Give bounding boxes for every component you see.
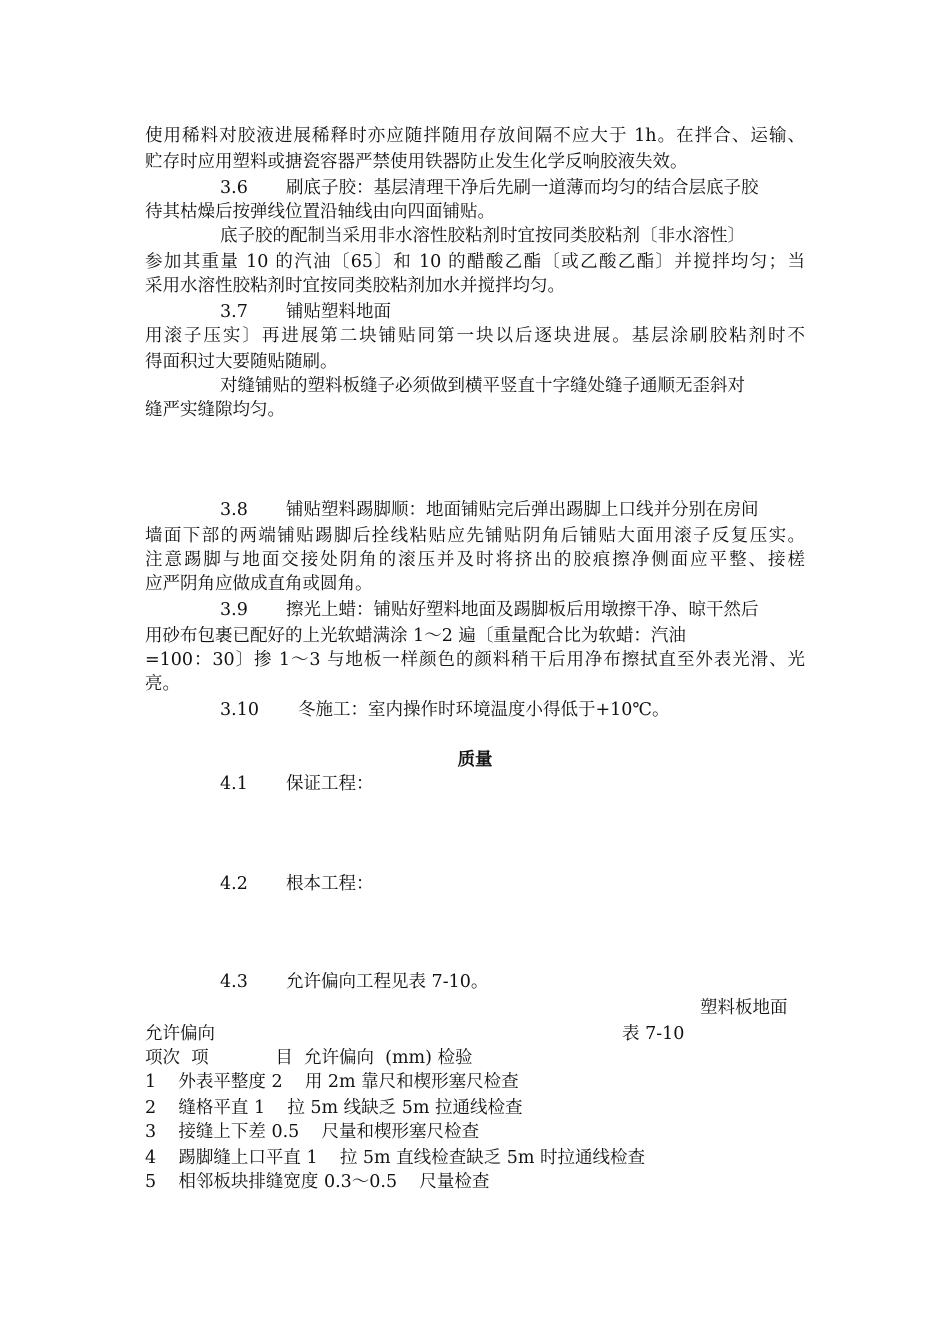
paragraph-line: 得面积过大要随贴随刷。 bbox=[145, 352, 338, 372]
section-4-1-heading bbox=[220, 772, 374, 796]
section-number: 3.9 bbox=[220, 600, 248, 620]
paragraph-line: 底子胶的配制当采用非水溶性胶粘剂时宜按同类胶粘剂〔非水溶性〕 bbox=[220, 226, 745, 246]
section-3-8-heading bbox=[220, 498, 759, 522]
section-title: 铺贴塑料地面 bbox=[286, 302, 391, 322]
paragraph-line: 采用水溶性胶粘剂时宜按同类胶粘剂加水并搅拌均匀。 bbox=[145, 276, 565, 296]
section-number: 4.2 bbox=[220, 874, 248, 894]
paragraph-line: 亮。 bbox=[145, 674, 180, 694]
section-3-7-heading bbox=[220, 300, 391, 324]
table-row: 1 外表平整度 2 用 2m 靠尺和楔形塞尺检查 bbox=[145, 1072, 519, 1092]
paragraph-line: 注意踢脚与地面交接处阴角的滚压并及时将挤出的胶痕擦净侧面应平整、接槎 bbox=[145, 550, 805, 570]
paragraph-line: 应严阴角应做成直角或圆角。 bbox=[145, 574, 373, 594]
paragraph-line: 墙面下部的两端铺贴踢脚后拴线粘贴应先铺贴阴角后铺贴大面用滚子反复压实。 bbox=[145, 526, 805, 546]
table-caption: 允许偏向 bbox=[145, 1024, 215, 1044]
section-text: 冬施工：室内操作时环境温度小得低于+10℃。 bbox=[298, 700, 670, 720]
table-header: 项次 项 目 允许偏向 (mm) 检验 bbox=[145, 1048, 473, 1068]
section-number: 4.3 bbox=[220, 972, 248, 992]
table-caption: 塑料板地面 bbox=[700, 998, 788, 1018]
section-text: 刷底子胶：基层清理干净后先刷一道薄而均匀的结合层底子胶 bbox=[286, 178, 759, 198]
table-row: 3 接缝上下差 0.5 尺量和楔形塞尺检查 bbox=[145, 1122, 480, 1142]
section-4-3-heading bbox=[220, 970, 488, 994]
section-text: 保证工程： bbox=[286, 774, 374, 794]
paragraph-line: =100：30〕掺 1～3 与地板一样颜色的颜料稍干后用净布擦拭直至外表光滑、光 bbox=[145, 650, 805, 670]
section-number: 3.10 bbox=[220, 700, 259, 720]
table-row: 5 相邻板块排缝宽度 0.3～0.5 尺量检查 bbox=[145, 1172, 490, 1192]
section-text: 根本工程： bbox=[286, 874, 374, 894]
table-row: 2 缝格平直 1 拉 5m 线缺乏 5m 拉通线检查 bbox=[145, 1098, 523, 1118]
section-number: 3.8 bbox=[220, 500, 248, 520]
paragraph-line: 使用稀料对胶液进展稀释时亦应随拌随用存放间隔不应大于 1h。在拌合、运输、 bbox=[145, 126, 805, 146]
section-number: 3.7 bbox=[220, 302, 248, 322]
section-3-6-heading bbox=[220, 176, 759, 200]
section-4-2-heading bbox=[220, 872, 374, 896]
paragraph-line: 参加其重量 10 的汽油〔65〕和 10 的醋酸乙酯〔或乙酸乙酯〕并搅拌均匀；当 bbox=[145, 252, 805, 272]
table-number: 表 7-10 bbox=[622, 1024, 685, 1044]
section-text: 擦光上蜡：铺贴好塑料地面及踢脚板后用墩擦干净、晾干然后 bbox=[286, 600, 759, 620]
section-3-10-heading bbox=[220, 698, 670, 722]
table-row: 4 踢脚缝上口平直 1 拉 5m 直线检查缺乏 5m 时拉通线检查 bbox=[145, 1148, 646, 1168]
paragraph-line: 缝严实缝隙均匀。 bbox=[145, 400, 285, 420]
section-text: 允许偏向工程见表 7-10。 bbox=[286, 972, 489, 992]
section-text: 铺贴塑料踢脚顺：地面铺贴完后弹出踢脚上口线并分别在房间 bbox=[286, 500, 759, 520]
paragraph-line: 用滚子压实〕再进展第二块铺贴同第一块以后逐块进展。基层涂刷胶粘剂时不 bbox=[145, 326, 805, 346]
paragraph-line: 对缝铺贴的塑料板缝子必须做到横平竖直十字缝处缝子通顺无歪斜对 bbox=[220, 376, 745, 396]
paragraph-line: 待其枯燥后按弹线位置沿轴线由向四面铺贴。 bbox=[145, 202, 495, 222]
section-title-quality: 质量 bbox=[457, 750, 493, 770]
section-number: 3.6 bbox=[220, 178, 248, 198]
section-number: 4.1 bbox=[220, 774, 248, 794]
paragraph-line: 贮存时应用塑料或搪瓷容器严禁使用铁器防止发生化学反响胶液失效。 bbox=[145, 152, 688, 172]
section-3-9-heading bbox=[220, 598, 759, 622]
paragraph-line: 用砂布包裹已配好的上光软蜡满涂 1～2 遍〔重量配合比为软蜡：汽油 bbox=[145, 626, 686, 646]
